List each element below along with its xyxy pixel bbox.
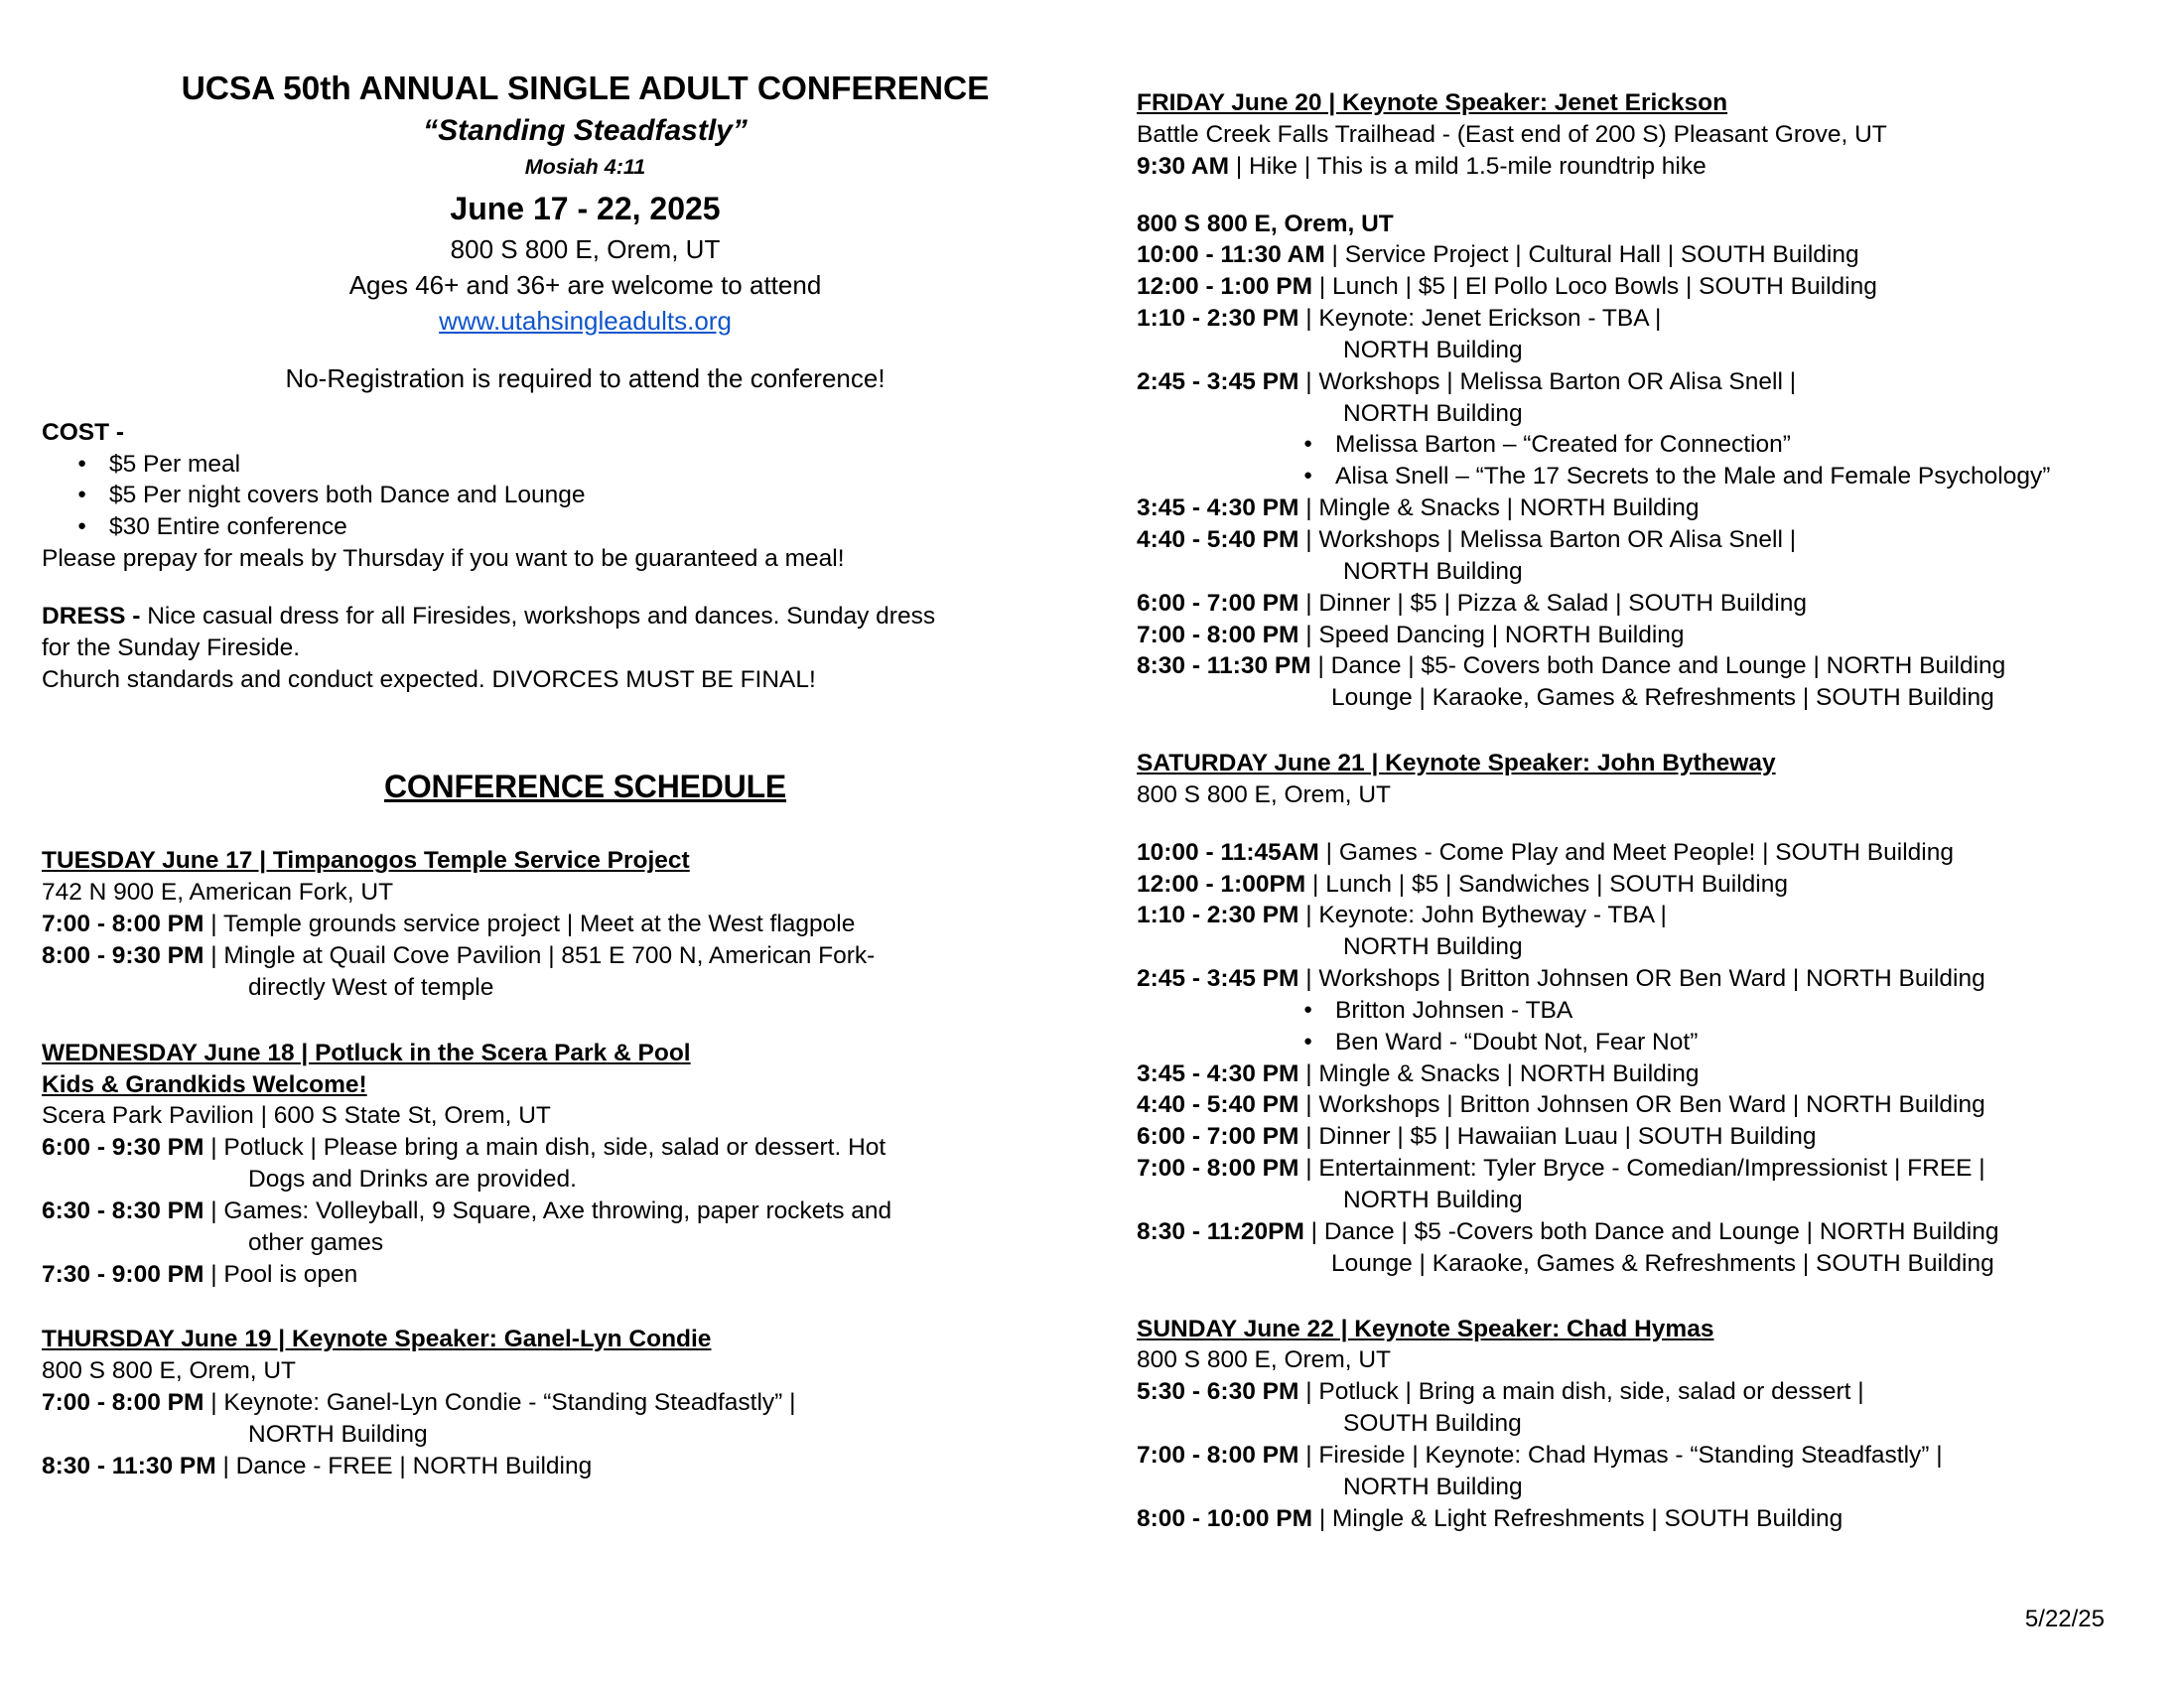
entry-time: 12:00 - 1:00 PM (1137, 273, 1313, 301)
two-column-layout (42, 58, 2124, 1568)
entry-time: 2:45 - 3:45 PM (1137, 965, 1299, 993)
registration-note: No-Registration is required to attend the conference! (285, 363, 886, 394)
entry-time: 8:00 - 9:30 PM (42, 941, 205, 969)
entry-detail: | Lunch | $5 | El Pollo Loco Bowls | SOUTH Building (1312, 273, 1877, 301)
schedule-entry (42, 1259, 1129, 1291)
entry-continuation: SOUTH Building (1343, 1410, 1522, 1438)
entry-detail: | Workshops | Melissa Barton OR Alisa Snell | (1298, 367, 1797, 395)
entry-continuation: other games (248, 1228, 384, 1256)
list-item: ● Alisa Snell – “The 17 Secrets to the Male and Female Psychology” (1137, 461, 2134, 492)
day-location: 800 S 800 E, Orem, UT (42, 1357, 296, 1385)
day-location-secondary: 800 S 800 E, Orem, UT (1137, 210, 1394, 237)
day-location: Scera Park Pavilion | 600 S State St, Orem, UT (42, 1102, 551, 1130)
schedule-entry (1137, 1216, 2134, 1248)
schedule-entry (1137, 900, 2134, 931)
schedule-entry (1137, 303, 2134, 335)
schedule-entry (1137, 524, 2134, 556)
entry-time: 10:00 - 11:30 AM (1137, 241, 1325, 269)
day-block-wednesday (42, 1038, 1129, 1291)
schedule-entry (1137, 1503, 2134, 1535)
masthead (42, 70, 1129, 395)
age-eligibility: Ages 46+ and 36+ are welcome to attend (348, 270, 822, 301)
day-location: 800 S 800 E, Orem, UT (1137, 1346, 1391, 1374)
entry-detail: | Keynote: John Bytheway - TBA | (1298, 902, 1667, 929)
entry-time: 1:10 - 2:30 PM (1137, 902, 1299, 929)
schedule-entry (1137, 869, 2134, 901)
entry-detail: | Lunch | $5 | Sandwiches | SOUTH Building (1305, 870, 1788, 898)
entry-detail: | Dance | $5- Covers both Dance and Lounge | NORTH Building (1310, 652, 2006, 680)
entry-detail: | Workshops | Melissa Barton OR Alisa Snell | (1298, 525, 1797, 553)
entry-detail: | Speed Dancing | NORTH Building (1298, 621, 1685, 648)
day-heading-secondary: Kids & Grandkids Welcome! (42, 1070, 367, 1098)
entry-detail: | Games - Come Play and Meet People! | SOUTH Building (1318, 838, 1954, 866)
schedule-entry (42, 1387, 1129, 1419)
entry-continuation: Dogs and Drinks are provided. (248, 1166, 577, 1194)
entry-time: 7:00 - 8:00 PM (42, 1389, 205, 1417)
entry-detail: | Mingle at Quail Cove Pavilion | 851 E 700 N, American Fork- (204, 941, 876, 969)
schedule-entry (42, 1196, 1129, 1227)
schedule-entry (1137, 1440, 2134, 1472)
entry-time: 2:45 - 3:45 PM (1137, 367, 1299, 395)
schedule-entry (1137, 837, 2134, 869)
schedule-title: CONFERENCE SCHEDULE (383, 769, 787, 805)
schedule-entry (1137, 620, 2134, 651)
day-block-sunday (1137, 1314, 2134, 1535)
spacer (1137, 811, 2134, 837)
conference-dates: June 17 - 22, 2025 (450, 191, 721, 227)
entry-detail: | Fireside | Keynote: Chad Hymas - “Standing Steadfastly” | (1298, 1441, 1943, 1469)
entry-detail: | Mingle & Light Refreshments | SOUTH Building (1312, 1504, 1843, 1532)
entry-continuation: Lounge | Karaoke, Games & Refreshments | SOUTH Building (1331, 684, 1994, 712)
entry-time: 9:30 AM (1137, 152, 1230, 180)
entry-time: 1:10 - 2:30 PM (1137, 305, 1299, 333)
schedule-entry (1137, 1153, 2134, 1185)
entry-detail: | Dance | $5 -Covers both Dance and Lounge | NORTH Building (1303, 1217, 1999, 1245)
entry-detail: | Workshops | Britton Johnsen OR Ben Ward | NORTH Building (1298, 1091, 1985, 1119)
entry-detail: | Keynote: Jenet Erickson - TBA | (1298, 305, 1662, 333)
day-block-thursday (42, 1324, 1129, 1481)
entry-time: 8:30 - 11:20PM (1137, 1217, 1304, 1245)
entry-continuation: NORTH Building (1343, 399, 1523, 427)
entry-detail: | Service Project | Cultural Hall | SOUTH Building (1324, 241, 1859, 269)
cost-list (42, 449, 1129, 544)
day-heading: THURSDAY June 19 | Keynote Speaker: Ganel-Lyn Condie (42, 1326, 712, 1353)
entry-detail: | Pool is open (204, 1260, 358, 1288)
entry-time: 6:00 - 9:30 PM (42, 1134, 205, 1162)
entry-continuation: Lounge | Karaoke, Games & Refreshments | SOUTH Building (1331, 1249, 1994, 1277)
entry-time: 4:40 - 5:40 PM (1137, 525, 1299, 553)
entry-time: 7:00 - 8:00 PM (1137, 621, 1299, 648)
website-link[interactable]: www.utahsingleadults.org (439, 305, 732, 336)
spacer (1137, 183, 2134, 209)
entry-continuation: directly West of temple (248, 973, 494, 1001)
entry-detail: | Dinner | $5 | Pizza & Salad | SOUTH Building (1298, 589, 1807, 617)
schedule-entry (1137, 963, 2134, 995)
list-item: ● $5 Per meal (42, 449, 1129, 481)
entry-time: 7:30 - 9:00 PM (42, 1260, 205, 1288)
entry-detail: | Mingle & Snacks | NORTH Building (1298, 494, 1700, 522)
spacer (42, 575, 1129, 601)
schedule-entry (1137, 239, 2134, 271)
entry-detail: | Potluck | Bring a main dish, side, salad or dessert | (1298, 1378, 1864, 1406)
page-title: UCSA 50th ANNUAL SINGLE ADULT CONFERENCE (181, 70, 990, 107)
entry-detail: | Temple grounds service project | Meet at the West flagpole (204, 911, 856, 938)
schedule-entry (1137, 366, 2134, 398)
dress-line-1 (42, 601, 1129, 633)
entry-detail: | Keynote: Ganel-Lyn Condie - “Standing Steadfastly” | (204, 1389, 796, 1417)
entry-time: 8:30 - 11:30 PM (1137, 652, 1311, 680)
list-item: ● Ben Ward - “Doubt Not, Fear Not” (1137, 1027, 2134, 1058)
day-location: Battle Creek Falls Trailhead - (East end of 200 S) Pleasant Grove, UT (1137, 120, 1887, 148)
entry-continuation: NORTH Building (1343, 1473, 1523, 1500)
entry-detail: | Dance - FREE | NORTH Building (215, 1452, 593, 1479)
workshop-list (1137, 429, 2134, 492)
entry-time: 6:30 - 8:30 PM (42, 1196, 205, 1224)
entry-time: 7:00 - 8:00 PM (1137, 1155, 1299, 1183)
prepay-note: Please prepay for meals by Thursday if you want to be guaranteed a meal! (42, 545, 845, 573)
entry-detail: | Dinner | $5 | Hawaiian Luau | SOUTH Building (1298, 1123, 1817, 1151)
dress-text-1: Nice casual dress for all Firesides, workshops and dances. Sunday dress (147, 602, 936, 630)
entry-time: 5:30 - 6:30 PM (1137, 1378, 1299, 1406)
schedule-entry (1137, 1376, 2134, 1408)
day-heading: SUNDAY June 22 | Keynote Speaker: Chad Hymas (1137, 1315, 1714, 1342)
day-block-tuesday (42, 845, 1129, 1003)
entry-time: 10:00 - 11:45AM (1137, 838, 1319, 866)
revision-date: 5/22/25 (2024, 1606, 2105, 1633)
dress-label: DRESS - (42, 602, 148, 630)
conference-theme: “Standing Steadfastly” (423, 113, 748, 147)
schedule-entry (42, 909, 1129, 940)
entry-time: 12:00 - 1:00PM (1137, 870, 1306, 898)
schedule-entry (1137, 151, 2134, 183)
list-item: ● Melissa Barton – “Created for Connection” (1137, 429, 2134, 461)
entry-continuation: NORTH Building (248, 1420, 428, 1448)
entry-detail: | Hike | This is a mild 1.5-mile roundtrip hike (1229, 152, 1706, 180)
entry-detail: | Mingle & Snacks | NORTH Building (1298, 1059, 1700, 1087)
entry-continuation: NORTH Building (1343, 933, 1523, 961)
left-column (42, 58, 1129, 1516)
schedule-entry (1137, 588, 2134, 620)
schedule-entry (1137, 650, 2134, 682)
entry-time: 4:40 - 5:40 PM (1137, 1091, 1299, 1119)
entry-time: 8:00 - 10:00 PM (1137, 1504, 1313, 1532)
entry-time: 3:45 - 4:30 PM (1137, 1059, 1299, 1087)
entry-continuation: NORTH Building (1343, 557, 1523, 585)
scripture-reference: Mosiah 4:11 (524, 154, 646, 179)
entry-time: 6:00 - 7:00 PM (1137, 589, 1299, 617)
dress-line-3: Church standards and conduct expected. DIVORCES MUST BE FINAL! (42, 665, 816, 693)
day-heading: FRIDAY June 20 | Keynote Speaker: Jenet Erickson (1137, 89, 1728, 116)
conference-address: 800 S 800 E, Orem, UT (450, 233, 721, 264)
schedule-entry (1137, 1089, 2134, 1121)
day-location: 800 S 800 E, Orem, UT (1137, 780, 1391, 808)
day-location: 742 N 900 E, American Fork, UT (42, 879, 394, 907)
day-heading: TUESDAY June 17 | Timpanogos Temple Service Project (42, 847, 690, 875)
entry-continuation: NORTH Building (1343, 1187, 1523, 1213)
schedule-entry (1137, 271, 2134, 303)
schedule-entry (1137, 1121, 2134, 1153)
entry-detail: | Games: Volleyball, 9 Square, Axe throwing, paper rockets and (204, 1196, 892, 1224)
day-block-friday (1137, 87, 2134, 714)
schedule-entry (42, 1132, 1129, 1164)
entry-time: 3:45 - 4:30 PM (1137, 494, 1299, 522)
entry-time: 6:00 - 7:00 PM (1137, 1123, 1299, 1151)
schedule-entry (1137, 1058, 2134, 1090)
info-block (42, 417, 1129, 696)
list-item: ● $30 Entire conference (42, 511, 1129, 543)
entry-detail: | Entertainment: Tyler Bryce - Comedian/Impressionist | FREE | (1298, 1155, 1985, 1183)
day-block-saturday (1137, 748, 2134, 1280)
right-column (1129, 58, 2134, 1568)
dress-line-2: for the Sunday Fireside. (42, 633, 301, 661)
day-heading: WEDNESDAY June 18 | Potluck in the Scera Park & Pool (42, 1039, 691, 1066)
entry-time: 7:00 - 8:00 PM (1137, 1441, 1299, 1469)
website-link-row (42, 305, 1129, 338)
entry-time: 8:30 - 11:30 PM (42, 1452, 216, 1479)
workshop-list (1137, 995, 2134, 1058)
entry-continuation: NORTH Building (1343, 336, 1523, 363)
list-item: ● Britton Johnsen - TBA (1137, 995, 2134, 1027)
cost-label: COST - (42, 418, 125, 446)
schedule-entry (42, 1451, 1129, 1482)
day-heading: SATURDAY June 21 | Keynote Speaker: John Bytheway (1137, 750, 1776, 777)
schedule-entry (1137, 492, 2134, 524)
entry-detail: | Workshops | Britton Johnsen OR Ben Ward | NORTH Building (1298, 965, 1985, 993)
schedule-entry (42, 940, 1129, 972)
entry-time: 7:00 - 8:00 PM (42, 911, 205, 938)
entry-detail: | Potluck | Please bring a main dish, side, salad or dessert. Hot (204, 1134, 887, 1162)
list-item: ● $5 Per night covers both Dance and Lounge (42, 480, 1129, 511)
